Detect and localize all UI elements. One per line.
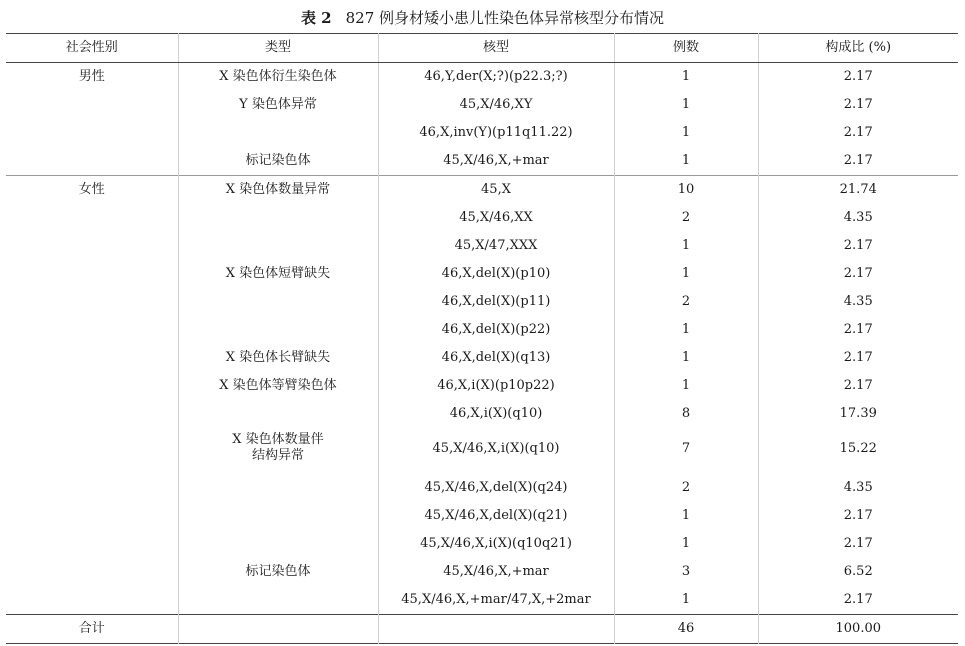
cell-type xyxy=(178,316,378,344)
cell-percent: 17.39 xyxy=(758,400,958,428)
cell-type xyxy=(178,232,378,260)
header-row xyxy=(6,34,958,63)
cell-percent: 6.52 xyxy=(758,558,958,586)
cell-karyotype: 45,X xyxy=(378,176,614,205)
cell-karyotype: 46,X,del(X)(q13) xyxy=(378,344,614,372)
table-row xyxy=(6,558,958,586)
cell-percent: 4.35 xyxy=(758,204,958,232)
cell-karyotype: 45,X/46,X,+mar/47,X,+2mar xyxy=(378,586,614,615)
cell-gender xyxy=(6,91,178,119)
cell-type xyxy=(178,586,378,615)
cell-count: 2 xyxy=(614,288,758,316)
table-row xyxy=(6,400,958,428)
cell-gender xyxy=(6,147,178,176)
cell-type xyxy=(178,147,378,176)
cell-count: 1 xyxy=(614,502,758,530)
table-row xyxy=(6,586,958,615)
cell-gender xyxy=(6,204,178,232)
cell-gender xyxy=(6,530,178,558)
cell-karyotype: 46,X,i(X)(q10) xyxy=(378,400,614,428)
cell-count: 1 xyxy=(614,147,758,176)
cell-count: 1 xyxy=(614,63,758,92)
cell-type xyxy=(178,260,378,288)
table-row xyxy=(6,474,958,502)
cell-gender xyxy=(6,558,178,586)
cell-gender xyxy=(6,502,178,530)
cell-type-line: X 染色体长臂缺失 xyxy=(225,350,331,365)
table-row xyxy=(6,119,958,147)
cell-gender xyxy=(6,372,178,400)
cell-gender xyxy=(6,428,178,474)
cell-count: 1 xyxy=(614,260,758,288)
cell-karyotype: 45,X/46,XX xyxy=(378,204,614,232)
cell-count: 8 xyxy=(614,400,758,428)
cell-karyotype: 45,X/46,X,+mar xyxy=(378,147,614,176)
table-row xyxy=(6,316,958,344)
cell-type xyxy=(178,176,378,205)
table-row xyxy=(6,63,958,92)
cell-type xyxy=(178,288,378,316)
cell-percent: 21.74 xyxy=(758,176,958,205)
cell-type xyxy=(178,119,378,147)
table-caption xyxy=(0,6,965,30)
table-number: 表 2 xyxy=(300,9,332,27)
cell-type-line-2: 结构异常 xyxy=(251,448,304,463)
total-row xyxy=(6,615,958,644)
total-type xyxy=(178,615,378,644)
cell-karyotype: 46,X,inv(Y)(p11q11.22) xyxy=(378,119,614,147)
cell-count: 1 xyxy=(614,119,758,147)
cell-type xyxy=(178,530,378,558)
table-row xyxy=(6,530,958,558)
cell-gender xyxy=(6,232,178,260)
cell-karyotype: 46,Y,der(X;?)(p22.3;?) xyxy=(378,63,614,92)
table-row xyxy=(6,91,958,119)
cell-type-line: X 染色体数量伴 xyxy=(232,432,324,447)
table-row xyxy=(6,176,958,205)
cell-type-line: X 染色体衍生染色体 xyxy=(219,69,337,84)
cell-count: 1 xyxy=(614,232,758,260)
cell-type xyxy=(178,372,378,400)
cell-type-line: X 染色体数量异常 xyxy=(225,182,331,197)
cell-gender xyxy=(6,586,178,615)
cell-percent: 15.22 xyxy=(758,428,958,474)
cell-count: 2 xyxy=(614,204,758,232)
total-percent: 100.00 xyxy=(758,615,958,644)
cell-type xyxy=(178,204,378,232)
cell-type xyxy=(178,474,378,502)
table-body xyxy=(6,63,958,615)
table-row xyxy=(6,502,958,530)
cell-count: 7 xyxy=(614,428,758,474)
cell-type-line: 标记染色体 xyxy=(245,153,311,168)
total-label: 合计 xyxy=(6,615,178,644)
col-header-gender: 社会性别 xyxy=(6,34,178,63)
cell-gender: 女性 xyxy=(6,176,178,205)
table-row xyxy=(6,428,958,474)
cell-karyotype: 45,X/46,X,i(X)(q10) xyxy=(378,428,614,474)
cell-type xyxy=(178,428,378,474)
cell-gender xyxy=(6,316,178,344)
cell-type-line: 标记染色体 xyxy=(245,564,311,579)
cell-percent: 2.17 xyxy=(758,344,958,372)
cell-gender xyxy=(6,400,178,428)
cell-percent: 2.17 xyxy=(758,147,958,176)
cell-karyotype: 45,X/46,X,del(X)(q21) xyxy=(378,502,614,530)
cell-percent: 2.17 xyxy=(758,372,958,400)
cell-karyotype: 45,X/47,XXX xyxy=(378,232,614,260)
cell-percent: 2.17 xyxy=(758,502,958,530)
table-row xyxy=(6,344,958,372)
cell-percent: 2.17 xyxy=(758,316,958,344)
total-count: 46 xyxy=(614,615,758,644)
cell-type-line: X 染色体短臂缺失 xyxy=(225,266,331,281)
cell-percent: 2.17 xyxy=(758,232,958,260)
col-header-percent: 构成比 (%) xyxy=(758,34,958,63)
cell-gender xyxy=(6,119,178,147)
cell-type xyxy=(178,400,378,428)
cell-gender xyxy=(6,474,178,502)
col-header-karyotype: 核型 xyxy=(378,34,614,63)
cell-count: 1 xyxy=(614,372,758,400)
col-header-count: 例数 xyxy=(614,34,758,63)
table-row xyxy=(6,372,958,400)
cell-count: 1 xyxy=(614,316,758,344)
table-row xyxy=(6,204,958,232)
cell-karyotype: 45,X/46,X,i(X)(q10q21) xyxy=(378,530,614,558)
cell-count: 1 xyxy=(614,586,758,615)
cell-percent: 2.17 xyxy=(758,119,958,147)
cell-percent: 4.35 xyxy=(758,474,958,502)
cell-type-line: Y 染色体异常 xyxy=(239,97,317,112)
table-row xyxy=(6,260,958,288)
cell-type xyxy=(178,63,378,92)
total-karyotype xyxy=(378,615,614,644)
table-title: 827 例身材矮小患儿性染色体异常核型分布情况 xyxy=(345,9,665,27)
cell-count: 1 xyxy=(614,344,758,372)
cell-percent: 2.17 xyxy=(758,530,958,558)
cell-type xyxy=(178,344,378,372)
cell-count: 10 xyxy=(614,176,758,205)
cell-percent: 4.35 xyxy=(758,288,958,316)
cell-type xyxy=(178,558,378,586)
cell-karyotype: 46,X,del(X)(p22) xyxy=(378,316,614,344)
table-row xyxy=(6,288,958,316)
table-row xyxy=(6,147,958,176)
cell-gender xyxy=(6,288,178,316)
cell-gender xyxy=(6,344,178,372)
cell-percent: 2.17 xyxy=(758,63,958,92)
cell-type xyxy=(178,91,378,119)
cell-count: 1 xyxy=(614,530,758,558)
cell-type-line: X 染色体等臂染色体 xyxy=(219,378,337,393)
cell-count: 3 xyxy=(614,558,758,586)
karyotype-table xyxy=(6,33,958,644)
cell-gender xyxy=(6,260,178,288)
col-header-type: 类型 xyxy=(178,34,378,63)
cell-karyotype: 45,X/46,X,+mar xyxy=(378,558,614,586)
cell-type xyxy=(178,502,378,530)
cell-percent: 2.17 xyxy=(758,91,958,119)
cell-karyotype: 46,X,del(X)(p11) xyxy=(378,288,614,316)
cell-count: 1 xyxy=(614,91,758,119)
cell-percent: 2.17 xyxy=(758,260,958,288)
cell-karyotype: 46,X,i(X)(p10p22) xyxy=(378,372,614,400)
cell-gender: 男性 xyxy=(78,69,105,84)
cell-karyotype: 46,X,del(X)(p10) xyxy=(378,260,614,288)
cell-count: 2 xyxy=(614,474,758,502)
cell-karyotype: 45,X/46,X,del(X)(q24) xyxy=(378,474,614,502)
cell-percent: 2.17 xyxy=(758,586,958,615)
table-row xyxy=(6,232,958,260)
cell-karyotype: 45,X/46,XY xyxy=(378,91,614,119)
